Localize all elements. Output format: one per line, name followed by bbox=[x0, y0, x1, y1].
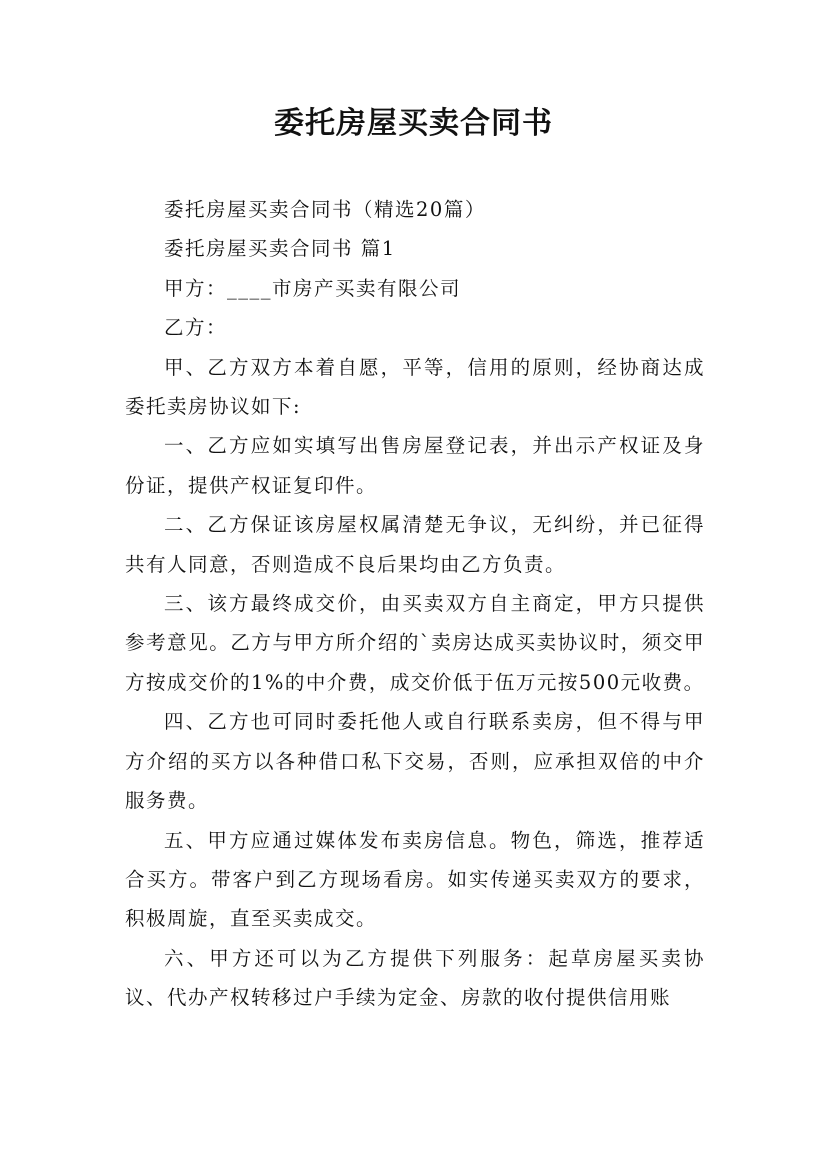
paragraph: 委托房屋买卖合同书（精选20篇） bbox=[164, 198, 486, 221]
paragraph: 甲方：____市房产买卖有限公司 bbox=[164, 276, 462, 300]
paragraph: 三、该方最终成交价，由买卖双方自主商定，甲方只提供参考意见。乙方与甲方所介绍的`卖房达成买卖协议时，须交甲方按成交价的1%的中介费，成交价低于伍万元按500元收费。 bbox=[125, 592, 705, 694]
document-title: 委托房屋买卖合同书 bbox=[274, 106, 553, 141]
document-body bbox=[125, 190, 705, 1018]
paragraph: 甲、乙方双方本着自愿，平等，信用的原则，经协商达成委托卖房协议如下: bbox=[125, 355, 705, 419]
paragraph: 委托房屋买卖合同书 篇1 bbox=[164, 237, 396, 261]
paragraph: 四、乙方也可同时委托他人或自行联系卖房，但不得与甲方介绍的买方以各种借口私下交易，否则，应承担双倍的中介服务费。 bbox=[125, 710, 705, 813]
paragraph: 一、乙方应如实填写出售房屋登记表，并出示产权证及身份证，提供产权证复印件。 bbox=[125, 434, 705, 497]
paragraph: 五、甲方应通过媒体发布卖房信息。物色，筛选，推荐适合买方。带客户到乙方现场看房。如实传递买卖双方的要求，积极周旋，直至买卖成交。 bbox=[125, 828, 705, 931]
paragraph: 六、甲方还可以为乙方提供下列服务：起草房屋买卖协议、代办产权转移过户手续为定金、房款的收付提供信用账 bbox=[125, 946, 705, 1010]
paragraph: 二、乙方保证该房屋权属清楚无争议，无纠纷，并已征得共有人同意，否则造成不良后果均由乙方负责。 bbox=[125, 513, 705, 576]
paragraph: 乙方： bbox=[164, 316, 228, 340]
